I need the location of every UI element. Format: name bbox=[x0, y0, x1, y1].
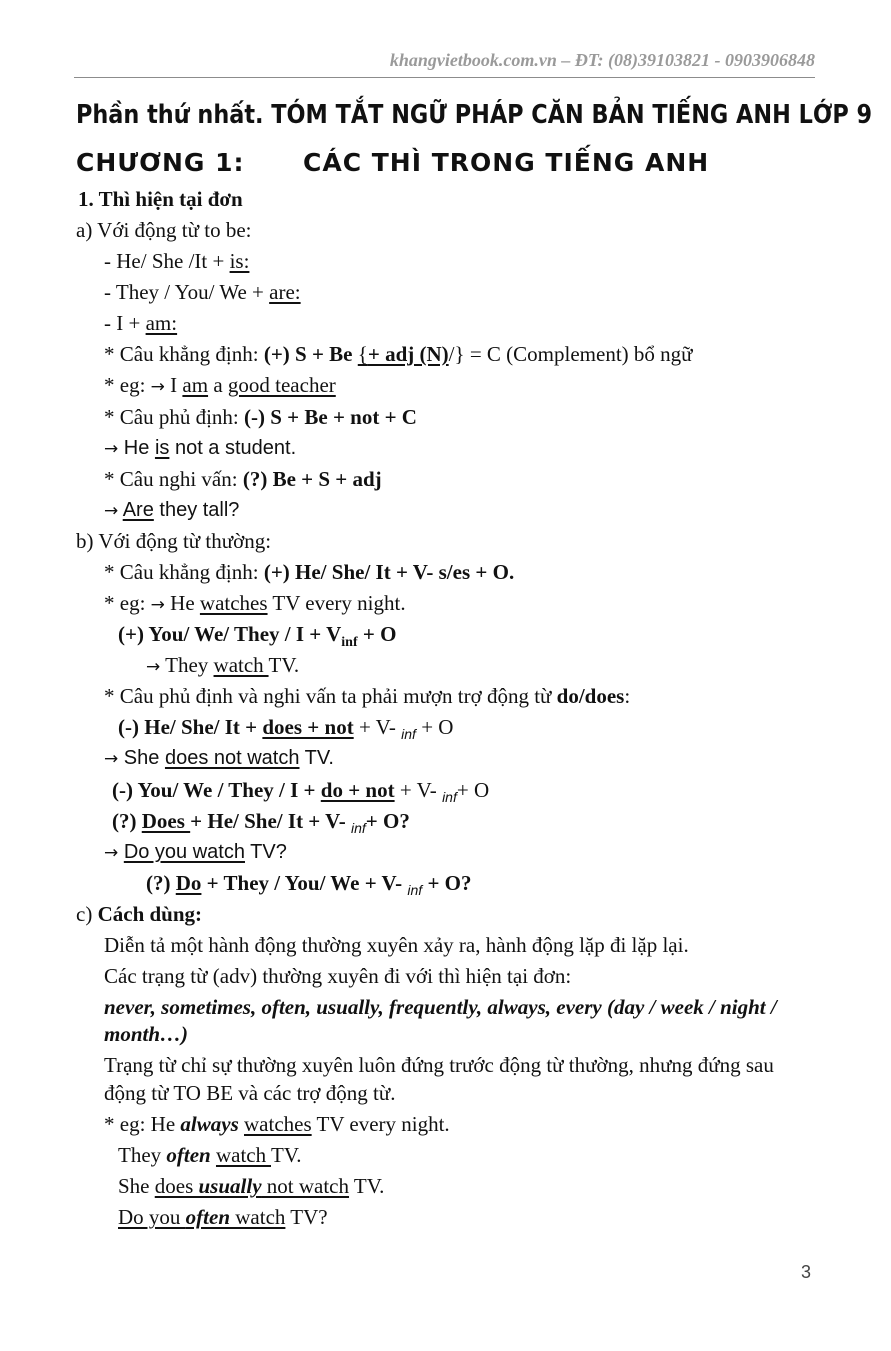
adverbs-list-line-1: never, sometimes, often, usually, frequently, always, every (day / week / night / bbox=[104, 995, 777, 1019]
usage-line-2: Các trạng từ (adv) thường xuyên đi với thì hiện tại đơn: bbox=[104, 964, 572, 988]
arrow-icon: → bbox=[104, 843, 119, 863]
arrow-icon: → bbox=[150, 377, 165, 397]
be-rule-he-she-it: - He/ She /It + is: bbox=[104, 249, 250, 273]
usage-example-2: They often watch TV. bbox=[118, 1143, 302, 1167]
be-negative-formula: * Câu phủ định: (-) S + Be + not + C bbox=[104, 405, 417, 429]
chapter-label: CHƯƠNG 1: bbox=[76, 148, 245, 177]
be-question-example: → Are they tall? bbox=[104, 499, 240, 521]
usage-line-1: Diễn tả một hành động thường xuyên xảy ra, hành động lặp đi lặp lại. bbox=[104, 933, 689, 957]
section-heading: 1. Thì hiện tại đơn bbox=[78, 187, 243, 211]
be-affirmative-formula: * Câu khẳng định: (+) S + Be {+ adj (N)/} = C (Complement) bổ ngữ bbox=[104, 342, 693, 366]
verb-negative-formula-singular: (-) He/ She/ It + does + not + V- $_{inf}$ + O bbox=[118, 715, 454, 742]
usage-example-4: Do you often watch TV? bbox=[118, 1205, 328, 1229]
verb-question-formula-plural: (?) Do + They / You/ We + V- $_{inf}$ + O? bbox=[146, 871, 472, 898]
subsection-a-title: a) Với động từ to be: bbox=[76, 218, 252, 242]
subsection-b-title: b) Với động từ thường: bbox=[76, 529, 272, 553]
header-rule bbox=[74, 77, 815, 78]
verb-plural-example: → They watch TV. bbox=[146, 653, 300, 677]
be-affirmative-example: * eg: → I am a good teacher bbox=[104, 373, 336, 397]
usage-example-3: She does usually not watch TV. bbox=[118, 1174, 385, 1198]
usage-example-1: * eg: He always watches TV every night. bbox=[104, 1112, 450, 1136]
be-negative-example: → He is not a student. bbox=[104, 437, 297, 459]
chapter-heading bbox=[76, 148, 710, 177]
verb-negq-note: * Câu phủ định và nghi vấn ta phải mượn trợ động từ do/does: bbox=[104, 684, 631, 708]
arrow-icon: → bbox=[104, 439, 119, 459]
page-number: 3 bbox=[800, 1262, 811, 1282]
arrow-icon: → bbox=[104, 501, 119, 521]
usage-line-4: động từ TO BE và các trợ động từ. bbox=[104, 1081, 396, 1105]
arrow-icon: → bbox=[104, 749, 119, 769]
verb-affirmative-example: * eg: → He watches TV every night. bbox=[104, 591, 406, 615]
adverbs-list-line-2: month…) bbox=[104, 1022, 189, 1046]
header-text: khangvietbook.com.vn – ĐT: (08)39103821 - 0903906848 bbox=[389, 50, 815, 70]
verb-affirmative-formula: * Câu khẳng định: (+) He/ She/ It + V- s/es + O. bbox=[104, 560, 515, 584]
verb-question-example: → Do you watch TV? bbox=[104, 841, 287, 863]
verb-negative-example: → She does not watch TV. bbox=[104, 747, 334, 769]
verb-question-formula-singular: (?) Does + He/ She/ It + V- $_{inf}$+ O? bbox=[112, 809, 410, 836]
arrow-icon: → bbox=[150, 595, 165, 615]
subsection-c-title: c) Cách dùng: bbox=[76, 902, 203, 926]
chapter-title: CÁC THÌ TRONG TIẾNG ANH bbox=[303, 148, 710, 177]
verb-negative-formula-plural: (-) You/ We / They / I + do + not + V- $_{inf}$+ O bbox=[112, 778, 490, 805]
part-title: Phần thứ nhất. TÓM TẮT NGỮ PHÁP CĂN BẢN TIẾNG ANH LỚP 9 bbox=[76, 100, 873, 130]
be-rule-they-you-we: - They / You/ We + are: bbox=[104, 280, 301, 304]
arrow-icon: → bbox=[146, 657, 161, 677]
be-question-formula: * Câu nghi vấn: (?) Be + S + adj bbox=[104, 467, 382, 491]
verb-plural-formula: (+) You/ We/ They / $I + V_{inf} + O$ bbox=[118, 622, 397, 650]
be-rule-i: - I + am: bbox=[104, 311, 178, 335]
usage-line-3: Trạng từ chỉ sự thường xuyên luôn đứng trước động từ thường, nhưng đứng sau bbox=[104, 1053, 774, 1077]
